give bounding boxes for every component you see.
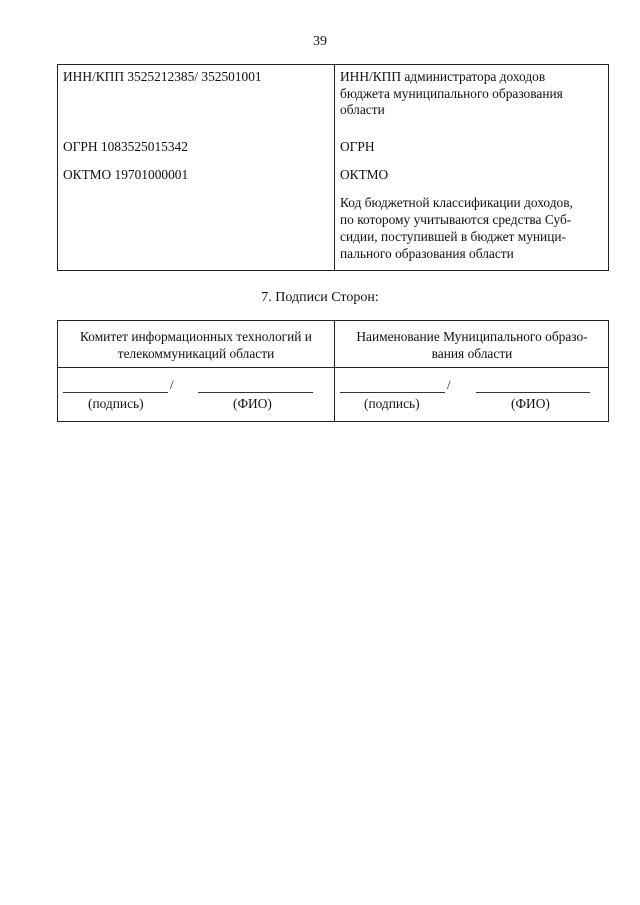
column-divider	[334, 65, 335, 270]
right-inn-kpp-line-1: ИНН/КПП администратора доходов	[340, 69, 546, 84]
right-inn-kpp-line-3: области	[340, 102, 385, 117]
right-inn-kpp-line-2: бюджета муниципального образования	[340, 85, 563, 101]
left-signature-line	[63, 392, 168, 393]
right-ogrn: ОГРН	[340, 139, 375, 154]
left-signature-caption: (подпись)	[88, 396, 144, 411]
left-name-caption: (ФИО)	[233, 396, 272, 411]
right-name-line	[476, 392, 590, 393]
signatures-heading: 7. Подписи Сторон:	[261, 290, 379, 305]
right-name-caption: (ФИО)	[511, 396, 550, 411]
page-number: 39	[313, 34, 327, 49]
left-inn-kpp: ИНН/КПП 3525212385/ 352501001	[63, 69, 262, 84]
left-name-line	[198, 392, 313, 393]
left-slash: /	[170, 377, 174, 392]
left-party-line-1: Комитет информационных технологий и	[80, 329, 312, 344]
right-signature-caption: (подпись)	[364, 396, 420, 411]
row-divider	[58, 367, 608, 368]
column-divider	[334, 321, 335, 421]
left-party-line-2: телекоммуникаций области	[117, 346, 275, 361]
kbk-line-2: по которому учитываются средства Суб-	[340, 212, 572, 227]
left-ogrn: ОГРН 1083525015342	[63, 139, 188, 154]
right-signature-line	[340, 392, 445, 393]
left-party-name	[60, 328, 332, 362]
signatures-table	[57, 320, 609, 422]
left-oktmo: ОКТМО 19701000001	[63, 167, 189, 182]
kbk-line-3: сидии, поступившей в бюджет муници-	[340, 229, 567, 244]
kbk-line-1: Код бюджетной классификации доходов,	[340, 195, 573, 210]
right-party-line-1: Наименование Муниципального образо-	[356, 329, 588, 344]
kbk-line-4: пального образования области	[340, 246, 514, 261]
requisites-table	[57, 64, 609, 271]
right-party-line-2: вания области	[431, 346, 513, 361]
right-party-name	[336, 328, 608, 362]
right-oktmo: ОКТМО	[340, 167, 389, 182]
right-slash: /	[447, 377, 451, 392]
